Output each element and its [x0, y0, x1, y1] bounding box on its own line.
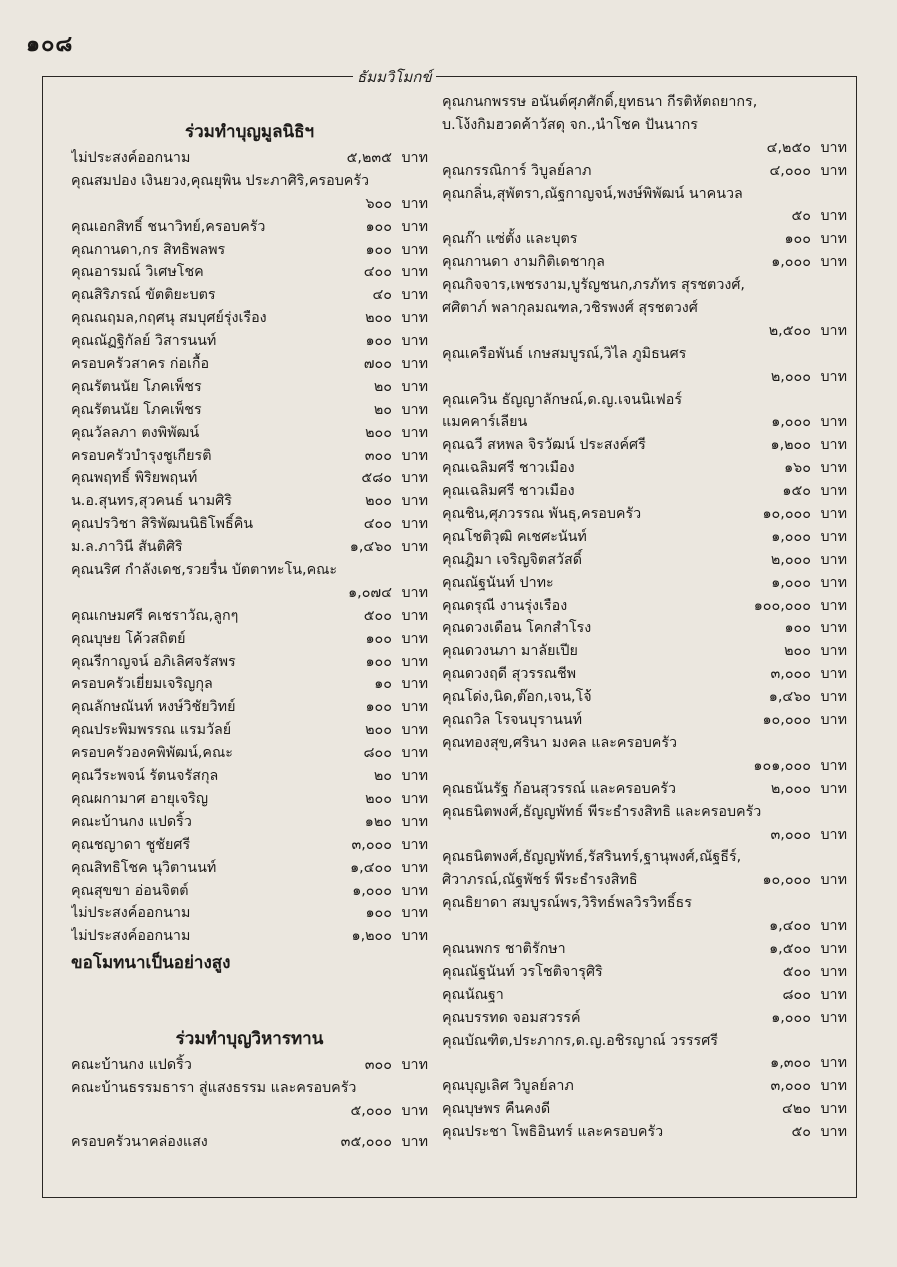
currency-unit: บาท [820, 918, 847, 935]
donation-amount: ๑๐๐ [784, 620, 811, 637]
donation-amount: ๓,๐๐๐ [770, 1078, 811, 1095]
donor-name: คณะบ้านกง แปดริ้ว [71, 1057, 192, 1074]
donor-name: คุณปรวิชา สิริพัฒนนิธิโพธิ์คิน [71, 516, 254, 533]
donation-amount: ๑,๐๐๐ [771, 574, 811, 591]
donation-amount: ๑,๐๐๐ [771, 1009, 811, 1026]
donor-name: ศิวาภรณ์,ณัฐพัชร์ พีระธำรงสิทธิ [442, 872, 638, 889]
donation-amount: ๓,๐๐๐ [770, 666, 811, 683]
donor-row [71, 376, 428, 399]
donor-row [71, 651, 428, 674]
donation-amount: ๒๐๐ [365, 424, 392, 441]
donor-name-line: คุณธนิตพงศ์,ธัญญพัทธ์ พีระธำรงสิทธิ และครอบครัว [442, 803, 762, 820]
donation-amount: ๑,๒๐๐ [770, 437, 811, 454]
donation-amount: ๘๐๐ [363, 745, 392, 762]
donor-name: คุณนัณฐา [442, 986, 504, 1003]
donor-row [71, 536, 428, 559]
donor-name: แมคคาร์เลียน [442, 414, 528, 431]
currency-unit: บาท [401, 836, 428, 853]
donor-name: คุณสุขขา อ่อนจิตต์ [71, 882, 189, 899]
donor-name: คณะบ้านกง แปดริ้ว [71, 813, 192, 830]
donor-row [442, 961, 847, 984]
currency-unit: บาท [401, 1057, 428, 1074]
donor-name: คุณฉวี สหพล จิรวัฒน์ ประสงค์ศรี [442, 437, 646, 454]
donor-name: ครอบครัวนาคล่องแสง [71, 1133, 208, 1150]
currency-unit: บาท [401, 241, 428, 258]
donor-row [71, 330, 428, 353]
amount-line [71, 582, 428, 605]
donor-row [71, 788, 428, 811]
currency-unit: บาท [820, 826, 847, 843]
donor-name: คุณกานดา,กร สิทธิพลพร [71, 241, 226, 258]
currency-unit: บาท [820, 597, 847, 614]
donation-amount: ๕,๐๐๐ [350, 1102, 392, 1119]
donor-name-line: ศศิตาภ์ พลากุลมณฑล,วชิรพงศ์ สุรชตวงศ์ [442, 300, 698, 317]
donor-name: คุณรีกาญจน์ อภิเลิศจรัสพร [71, 653, 236, 670]
donor-name: คุณเอกสิทธิ์ ชนาวิทย์,ครอบครัว [71, 218, 266, 235]
currency-unit: บาท [401, 447, 428, 464]
donation-amount: ๗๐๐ [363, 356, 392, 373]
donor-row [442, 1007, 847, 1030]
currency-unit: บาท [401, 218, 428, 235]
donor-name: คุณเฉลิมศรี ชาวเมือง [442, 483, 575, 500]
donor-row [71, 742, 428, 765]
donor-row [442, 503, 847, 526]
currency-unit: บาท [401, 630, 428, 647]
donation-amount: ๓,๐๐๐ [770, 826, 811, 843]
donor-name: คุณพฤทธิ์ พิริยพฤนท์ [71, 470, 198, 487]
amount-line [442, 1052, 847, 1075]
donation-amount: ๑๕๐ [782, 483, 811, 500]
currency-unit: บาท [401, 1102, 428, 1119]
donor-name: คุณเกษมศรี คเชราวัณ,ลูกๆ [71, 607, 239, 624]
donor-row [71, 696, 428, 719]
amount-line [442, 915, 847, 938]
currency-unit: บาท [401, 401, 428, 418]
donor-row [71, 216, 428, 239]
donor-name-line: คุณบัณฑิต,ประภากร,ด.ญ.อชิรญาณ์ วรรรศรี [442, 1032, 718, 1049]
donor-row [442, 595, 847, 618]
donor-name: คุณโด่ง,นิด,ต๊อก,เจน,โจ้ [442, 689, 592, 706]
section-title-foundation: ร่วมทำบุญมูลนิธิฯ [184, 122, 315, 142]
donor-name: คุณถวิล โรจนบุรานนท์ [442, 712, 583, 729]
currency-unit: บาท [401, 928, 428, 945]
currency-unit: บาท [401, 356, 428, 373]
donor-name: ครอบครัวเยี่ยมเจริญกุล [71, 676, 213, 693]
donor-name-line: คุณเควิน ธัญญาลักษณ์,ด.ญ.เจนนิเฟอร์ [442, 391, 683, 408]
donor-name-line: บ.โง้งกิมฮวดค้าวัสดุ จก.,นำโชค ปันนากร [442, 116, 698, 133]
donor-row [442, 686, 847, 709]
donor-row [71, 719, 428, 742]
donor-name: คุณดวงฤดี สุวรรณชีพ [442, 666, 577, 683]
donation-amount: ๑๖๐ [784, 460, 811, 477]
currency-unit: บาท [820, 1009, 847, 1026]
donation-amount: ๑๒๐ [364, 813, 392, 830]
donation-amount: ๑,๔๐๐ [350, 859, 392, 876]
donor-name: น.อ.สุนทร,สุวคนธ์ นามศิริ [71, 493, 232, 510]
donation-amount: ๓,๐๐๐ [351, 836, 392, 853]
donor-name-line: คุณเครือพันธ์ เกษสมบูรณ์,วิไล ภูมิธนศร [442, 345, 687, 362]
currency-unit: บาท [820, 1055, 847, 1072]
donor-name-line: คุณธิยาดา สมบูรณ์พร,วิริทธ์พลวิรวิทธิ์ธร [442, 895, 692, 912]
donor-name: คุณเฉลิมศรี ชาวเมือง [442, 460, 575, 477]
donation-amount: ๑,๐๗๔ [348, 584, 392, 601]
donor-row [71, 353, 428, 376]
donor-name: คุณกานดา งามกิติเดชากุล [442, 254, 605, 271]
donor-row [71, 857, 428, 880]
donor-name: คุณณัฏฐิกัลย์ วิสารนนท์ [71, 333, 217, 350]
donor-name: คุณประพิมพรรณ แรมวัลย์ [71, 722, 232, 739]
donor-row [442, 411, 847, 434]
running-header: ธัมมวิโมกข์ [353, 65, 436, 89]
donation-amount: ๑,๔๐๐ [769, 918, 811, 935]
currency-unit: บาท [401, 333, 428, 350]
donor-row [442, 160, 847, 183]
currency-unit: บาท [820, 483, 847, 500]
donor-name: คุณสิทธิโชค นุวิตานนท์ [71, 859, 217, 876]
donation-amount: ๔๐ [372, 287, 392, 304]
donor-name: คุณดวงนภา มาลัยเปีย [442, 643, 578, 660]
donor-row [442, 549, 847, 572]
donation-amount: ๒,๐๐๐ [770, 368, 811, 385]
donor-name: ครอบครัวบำรุงชูเกียรติ [71, 447, 212, 464]
donor-name: คุณรัตนนัย โภคเพ็ชร [71, 401, 202, 418]
donation-amount: ๑๐,๐๐๐ [762, 872, 811, 889]
donor-name: คุณผกามาศ อายุเจริญ [71, 790, 209, 807]
donor-row [442, 1098, 847, 1121]
donation-amount: ๑๐๐ [365, 630, 392, 647]
donor-name-line: คุณนริศ กำลังเดช,รวยรื่น บัตตาทะโน,คณะ [71, 562, 338, 579]
currency-unit: บาท [401, 287, 428, 304]
donor-name: คุณกรรณิการ์ วิบูลย์ลาภ [442, 162, 592, 179]
donation-amount: ๒๐๐ [784, 643, 811, 660]
donor-row [71, 147, 428, 170]
donor-row [71, 880, 428, 903]
currency-unit: บาท [820, 643, 847, 660]
donation-amount: ๑,๕๐๐ [769, 940, 811, 957]
right-column [442, 91, 847, 1144]
currency-unit: บาท [401, 1133, 428, 1150]
donor-row [71, 239, 428, 262]
donation-amount: ๑,๐๐๐ [352, 882, 392, 899]
donor-name: คุณธนันรัฐ ก้อนสุวรรณ์ และครอบครัว [442, 780, 676, 797]
donation-amount: ๑๐๐ [365, 241, 392, 258]
currency-unit: บาท [401, 859, 428, 876]
donor-name-line: คุณกิจจาร,เพชรงาม,บูรัญชนก,ภรภัทร สุรชตวงศ์, [442, 277, 745, 294]
donor-name: คุณดรุณี งานรุ่งเรือง [442, 597, 568, 614]
donor-name: คุณดวงเดือน โคกสำโรง [442, 620, 592, 637]
donor-row [442, 869, 847, 892]
donor-name: คุณณฤมล,กฤศนุ สมบุศย์รุ่งเรือง [71, 310, 267, 327]
donation-amount: ๕๐ [791, 208, 811, 225]
donor-name: ไม่ประสงค์ออกนาม [71, 150, 191, 166]
page-number: ๑๐๘ [26, 31, 74, 57]
currency-unit: บาท [820, 528, 847, 545]
donor-row [442, 572, 847, 595]
donor-name: ครอบครัวองคพิพัฒน์,คณะ [71, 745, 233, 762]
donor-row [71, 925, 428, 948]
currency-unit: บาท [820, 1078, 847, 1095]
donor-name: คุณณัฐนันท์ ปาทะ [442, 574, 554, 591]
currency-unit: บาท [401, 378, 428, 395]
donor-row [442, 457, 847, 480]
donation-amount: ๕๐๐ [782, 963, 811, 980]
donation-amount: ๕๐ [791, 1124, 811, 1141]
donor-name: คุณนพกร ชาติรักษา [442, 940, 566, 957]
donor-name: คุณประชา โพธิอินทร์ และครอบครัว [442, 1124, 664, 1141]
donor-row [442, 251, 847, 274]
donor-row [442, 1075, 847, 1098]
currency-unit: บาท [820, 162, 847, 179]
donor-row [442, 617, 847, 640]
donation-amount: ๑,๐๐๐ [771, 528, 811, 545]
currency-unit: บาท [820, 368, 847, 385]
currency-unit: บาท [820, 666, 847, 683]
header-rule [43, 76, 368, 77]
currency-unit: บาท [401, 813, 428, 830]
donor-name: คุณลักษณันท์ หงษ์วิชัยวิทย์ [71, 699, 236, 716]
donor-row [71, 284, 428, 307]
currency-unit: บาท [401, 584, 428, 601]
donor-row [71, 467, 428, 490]
donor-name: คุณฎิมา เจริญจิตสวัสดิ์ [442, 551, 582, 568]
donor-row [71, 445, 428, 468]
donation-amount: ๖๐๐ [365, 195, 392, 212]
donor-row [442, 938, 847, 961]
donation-amount: ๒๐ [373, 401, 392, 418]
currency-unit: บาท [820, 689, 847, 706]
currency-unit: บาท [820, 551, 847, 568]
donor-name: คุณรัตนนัย โภคเพ็ชร [71, 378, 202, 395]
currency-unit: บาท [401, 699, 428, 716]
currency-unit: บาท [401, 905, 428, 922]
currency-unit: บาท [401, 195, 428, 212]
currency-unit: บาท [820, 757, 847, 774]
donor-row [442, 984, 847, 1007]
donor-name-line: คุณกนกพรรษ อนันต์ศุภศักดิ์,ยุทธนา กีรติหัตถยากร, [442, 94, 758, 110]
donation-amount: ๑,๒๐๐ [351, 928, 392, 945]
currency-unit: บาท [820, 437, 847, 454]
donation-amount: ๘๐๐ [782, 986, 811, 1003]
currency-unit: บาท [820, 1101, 847, 1118]
currency-unit: บาท [401, 676, 428, 693]
donation-amount: ๒๐ [373, 378, 392, 395]
donor-name: คุณสิริภรณ์ ขัตติยะบตร [71, 287, 216, 304]
donor-row [442, 1121, 847, 1144]
left-column [71, 117, 428, 1154]
currency-unit: บาท [401, 310, 428, 327]
donation-amount: ๓๐๐ [364, 447, 392, 464]
thanks-line: ขอโมทนาเป็นอย่างสูง [71, 953, 231, 974]
donor-name: คุณบุษพร คืนคงดี [442, 1101, 551, 1118]
donor-name-line: คุณสมปอง เงินยวง,คุณยุพิน ประภาศิริ,ครอบครัว [71, 172, 370, 189]
donation-amount: ๑๐๐ [365, 218, 392, 235]
currency-unit: บาท [820, 712, 847, 729]
donation-amount: ๑,๐๐๐ [771, 254, 811, 271]
currency-unit: บาท [401, 264, 428, 281]
currency-unit: บาท [820, 322, 847, 339]
currency-unit: บาท [401, 424, 428, 441]
donation-amount: ๒,๕๐๐ [768, 322, 811, 339]
currency-unit: บาท [401, 882, 428, 899]
donor-name: คุณบรรทด จอมสวรรค์ [442, 1009, 581, 1026]
donor-row [71, 673, 428, 696]
donation-amount: ๒๐๐ [365, 722, 392, 739]
donation-amount: ๑๐๐ [784, 231, 811, 248]
donor-name: ไม่ประสงค์ออกนาม [71, 928, 191, 945]
donation-amount: ๑๐๐ [365, 699, 392, 716]
currency-unit: บาท [401, 539, 428, 556]
donor-row [442, 778, 847, 801]
donor-row [442, 228, 847, 251]
donation-amount: ๑,๓๐๐ [770, 1055, 811, 1072]
currency-unit: บาท [401, 653, 428, 670]
donation-amount: ๑๐๑,๐๐๐ [753, 757, 811, 774]
donation-amount: ๑๐ [374, 676, 392, 693]
currency-unit: บาท [401, 790, 428, 807]
donor-row [442, 709, 847, 732]
currency-unit: บาท [820, 574, 847, 591]
donor-name-line: คุณทองสุข,ศรินา มงคล และครอบครัว [442, 734, 678, 751]
donor-row [71, 628, 428, 651]
donation-amount: ๒๐๐ [365, 493, 392, 510]
currency-unit: บาท [820, 780, 847, 797]
donor-row [442, 434, 847, 457]
currency-unit: บาท [820, 1124, 847, 1141]
donor-name-line: คณะบ้านธรรมธารา สู่แสงธรรม และครอบครัว [71, 1080, 357, 1097]
currency-unit: บาท [401, 722, 428, 739]
donation-amount: ๑,๔๖๐ [768, 689, 811, 706]
donation-amount: ๑๐,๐๐๐ [762, 506, 811, 523]
currency-unit: บาท [820, 963, 847, 980]
donation-amount: ๑๐๐,๐๐๐ [753, 597, 811, 614]
donor-name: คุณชิน,ศุภวรรณ พันธุ,ครอบครัว [442, 506, 642, 523]
donation-amount: ๑๐๐ [365, 905, 392, 922]
donation-amount: ๕,๒๓๕ [346, 150, 392, 166]
donation-amount: ๒,๐๐๐ [770, 551, 811, 568]
donor-row [71, 422, 428, 445]
donation-amount: ๒๐๐ [365, 790, 392, 807]
amount-line [71, 193, 428, 216]
donor-row [71, 902, 428, 925]
currency-unit: บาท [820, 231, 847, 248]
currency-unit: บาท [401, 745, 428, 762]
donation-amount: ๑,๔๖๐ [349, 539, 392, 556]
section-title-vihara: ร่วมทำบุญวิหารทาน [175, 1029, 324, 1050]
content-frame [42, 68, 857, 1198]
donation-amount: ๓๕,๐๐๐ [340, 1133, 392, 1150]
donor-name: ม.ล.ภาวินี สันติศิริ [71, 539, 183, 556]
donor-row [442, 480, 847, 503]
donor-name-line: คุณกลิ่น,สุพัตรา,ณัฐกาญจน์,พงษ์พิพัฒน์ นาคนวล [442, 185, 743, 202]
currency-unit: บาท [820, 254, 847, 271]
donor-name: ครอบครัวสาคร ก่อเกื้อ [71, 356, 210, 373]
donor-name: ไม่ประสงค์ออกนาม [71, 905, 191, 922]
amount-line [71, 1100, 428, 1123]
donor-row [442, 640, 847, 663]
currency-unit: บาท [401, 470, 428, 487]
currency-unit: บาท [820, 460, 847, 477]
amount-line [442, 755, 847, 778]
amount-line [442, 366, 847, 389]
donor-name: คุณชญาดา ชูชัยศรี [71, 836, 191, 853]
donor-name: คุณก๊า แซ่ตั้ง และบุตร [442, 231, 578, 248]
currency-unit: บาท [401, 607, 428, 624]
currency-unit: บาท [401, 768, 428, 785]
donor-name: คุณณัฐนันท์ วรโชติจารุศิริ [442, 963, 603, 980]
donor-name: คุณวีระพจน์ รัตนจรัสกุล [71, 768, 219, 785]
donor-row [71, 765, 428, 788]
donation-amount: ๓๐๐ [364, 1057, 392, 1074]
donor-row [71, 811, 428, 834]
donor-name: คุณบุญเลิศ วิบูลย์ลาภ [442, 1078, 574, 1095]
donor-row [442, 526, 847, 549]
currency-unit: บาท [401, 516, 428, 533]
donation-amount: ๑๐,๐๐๐ [762, 712, 811, 729]
amount-line [442, 320, 847, 343]
amount-line [442, 137, 847, 160]
donation-amount: ๔,๒๕๐ [766, 139, 811, 156]
donor-name: คุณอารมณ์ วิเศษโชค [71, 264, 204, 281]
currency-unit: บาท [401, 150, 428, 166]
currency-unit: บาท [820, 506, 847, 523]
donation-amount: ๕๘๐ [361, 470, 392, 487]
donor-name-line: คุณธนิตพงศ์,ธัญญพัทธ์,รัสรินทร์,ฐานุพงศ์,ณัฐธีร์, [442, 849, 742, 866]
donation-amount: ๒๐๐ [365, 310, 392, 327]
currency-unit: บาท [820, 986, 847, 1003]
donor-row [71, 307, 428, 330]
currency-unit: บาท [820, 208, 847, 225]
currency-unit: บาท [820, 872, 847, 889]
donor-name: คุณวัลลภา ตงพิพัฒน์ [71, 424, 200, 441]
currency-unit: บาท [820, 139, 847, 156]
donation-amount: ๒,๐๐๐ [770, 780, 811, 797]
donor-row [71, 261, 428, 284]
donation-amount: ๑,๐๐๐ [771, 414, 811, 431]
donor-row [71, 605, 428, 628]
currency-unit: บาท [820, 414, 847, 431]
amount-line [442, 205, 847, 228]
donation-amount: ๔,๐๐๐ [769, 162, 811, 179]
donation-amount: ๔๐๐ [363, 516, 392, 533]
donor-name: คุณบุษย โค้วสถิตย์ [71, 630, 186, 647]
donor-row [71, 490, 428, 513]
amount-line [442, 824, 847, 847]
donor-row [442, 663, 847, 686]
currency-unit: บาท [401, 493, 428, 510]
donor-row [71, 1054, 428, 1077]
donation-amount: ๑๐๐ [365, 653, 392, 670]
donation-amount: ๔๐๐ [363, 264, 392, 281]
donor-row [71, 834, 428, 857]
donor-row [71, 1131, 428, 1154]
currency-unit: บาท [820, 620, 847, 637]
donation-amount: ๔๒๐ [782, 1101, 811, 1118]
currency-unit: บาท [820, 940, 847, 957]
donor-row [71, 513, 428, 536]
donor-row [71, 399, 428, 422]
donation-amount: ๒๐ [373, 768, 392, 785]
donor-name: คุณโชติวุฒิ คเชศะนันท์ [442, 528, 587, 545]
donation-amount: ๑๐๐ [365, 333, 392, 350]
donation-amount: ๕๐๐ [363, 607, 392, 624]
